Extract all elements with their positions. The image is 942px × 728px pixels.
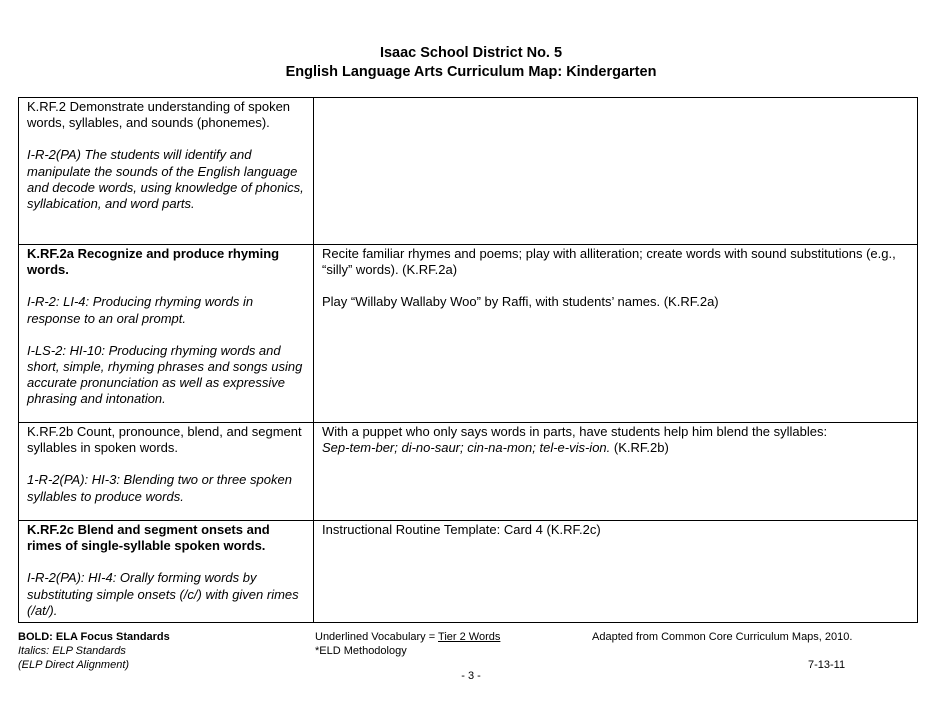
- table-row: [19, 245, 918, 423]
- footer-bold-legend: BOLD: ELA Focus Standards: [18, 631, 170, 643]
- activity-text: Instructional Routine Template: Card 4 (K.RF.2c): [322, 522, 601, 537]
- page-number: - 3 -: [461, 670, 481, 682]
- activity-cell: [314, 521, 918, 623]
- activity-text: Play “Willaby Wallaby Woo” by Raffi, with students’ names. (K.RF.2a): [322, 294, 719, 310]
- curriculum-map-title: English Language Arts Curriculum Map: Kindergarten: [285, 64, 657, 80]
- focus-standard-text: K.RF.2c Blend and segment onsets and rimes of single-syllable spoken words.: [27, 522, 270, 554]
- elp-standard-text: I-R-2: LI-4: Producing rhyming words in response to an oral prompt.: [27, 294, 254, 326]
- standard-cell: [19, 521, 314, 623]
- elp-standard-text: I-R-2(PA): HI-4: Orally forming words by substituting simple onsets (/c/) with given rimes (/at/).: [27, 570, 299, 618]
- footer-elp-direct-legend: (ELP Direct Alignment): [18, 659, 130, 671]
- table-row: [19, 521, 918, 623]
- footer-eld-legend: *ELD Methodology: [315, 645, 407, 657]
- syllable-examples: Sep-tem-ber; di-no-saur; cin-na-mon; tel-e-vis-ion.: [322, 440, 611, 456]
- elp-standard-text: 1-R-2(PA): HI-3: Blending two or three spoken syllables to produce words.: [27, 472, 292, 504]
- standard-cell: [19, 245, 314, 423]
- activity-cell: [314, 423, 918, 521]
- table-row: [19, 98, 918, 245]
- footer-vocab-legend: [315, 630, 500, 644]
- activity-text: With a puppet who only says words in parts, have students help him blend the syllables:: [322, 424, 828, 439]
- footer-date: 7-13-11: [808, 659, 846, 671]
- activity-cell: [314, 245, 918, 423]
- vocab-prefix: Underlined Vocabulary =: [315, 631, 439, 643]
- standard-cell: [19, 423, 314, 521]
- elp-standard-text: I-LS-2: HI-10: Producing rhyming words and short, simple, rhyming phrases and songs using accurate pronunciation as well as expressive phrasing and intonation.: [27, 342, 303, 407]
- standard-cell: [19, 98, 314, 245]
- standard-text: K.RF.2b Count, pronounce, blend, and segment syllables in spoken words.: [27, 424, 302, 456]
- activity-standard-ref: (K.RF.2b): [610, 440, 669, 456]
- activity-example-line: [322, 440, 911, 456]
- activity-text: Recite familiar rhymes and poems; play with alliteration; create words with sound substitutions (e.g., “silly” words). (K.RF.2a): [322, 246, 896, 278]
- activity-cell: [314, 98, 918, 245]
- footer-adapted-note: Adapted from Common Core Curriculum Maps, 2010.: [592, 631, 853, 643]
- focus-standard-text: K.RF.2a Recognize and produce rhyming words.: [27, 246, 280, 278]
- vocab-term: Tier 2 Words: [438, 631, 501, 643]
- footer-italics-legend: Italics: ELP Standards: [18, 645, 126, 657]
- table-row: [19, 423, 918, 521]
- elp-standard-text: I-R-2(PA) The students will identify and manipulate the sounds of the English language and decode words, using knowledge of phonics, syllabication, and word parts.: [27, 147, 304, 212]
- curriculum-map-table: [18, 97, 918, 623]
- district-title: Isaac School District No. 5: [379, 45, 563, 61]
- standard-text: K.RF.2 Demonstrate understanding of spoken words, syllables, and sounds (phonemes).: [27, 99, 291, 131]
- document-header: [0, 44, 942, 82]
